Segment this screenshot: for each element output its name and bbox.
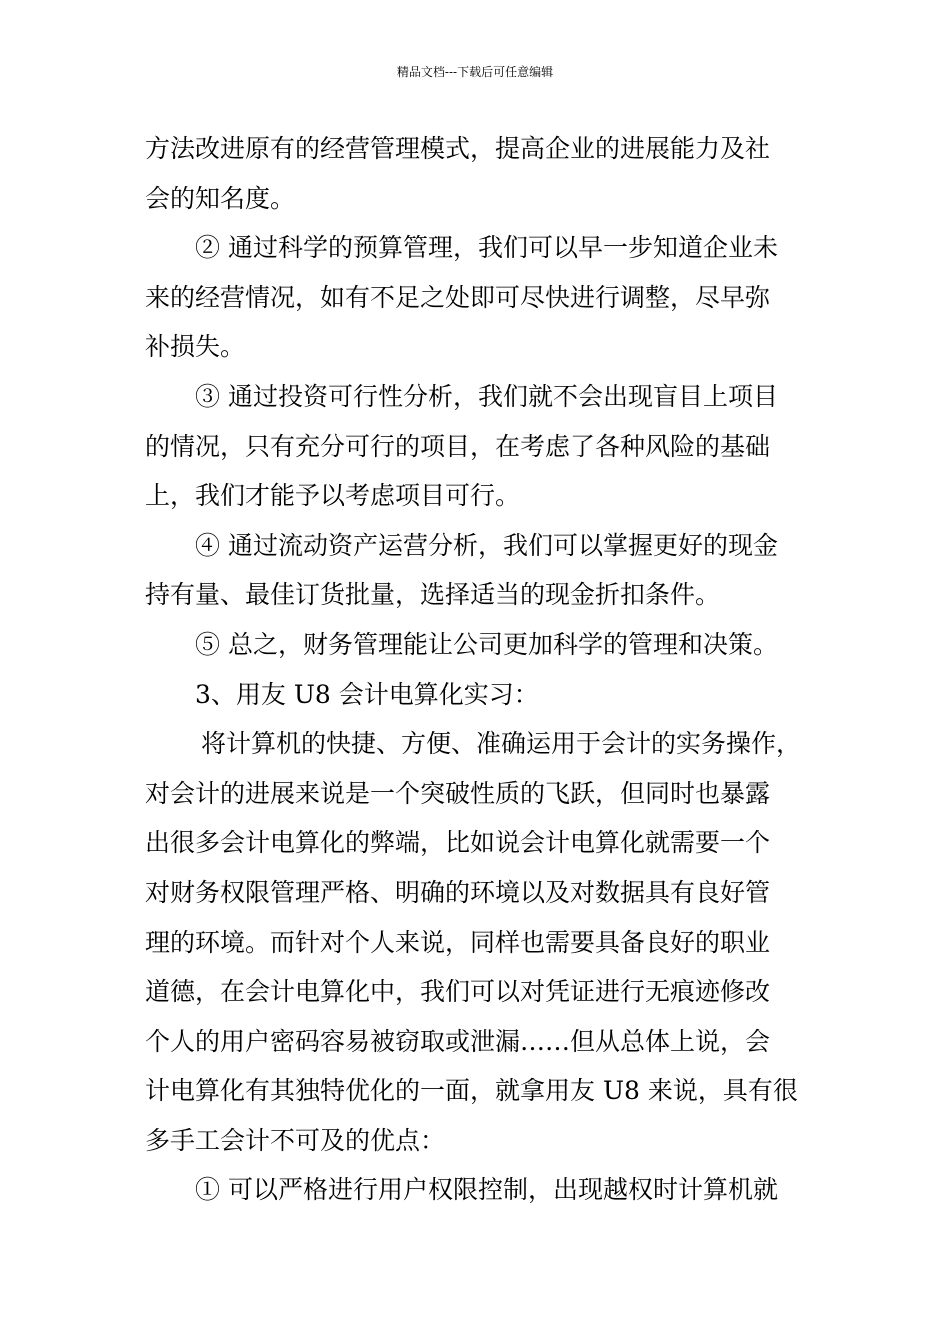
- text-line: 来的经营情况，如有不足之处即可尽快进行调整，尽早弥: [145, 282, 771, 312]
- text-line: 将计算机的快捷、方便、准确运用于会计的实务操作，: [201, 729, 802, 759]
- text-line: 理的环境。而针对个人来说，同样也需要具备良好的职业: [145, 927, 771, 957]
- text-line: 对财务权限管理严格、明确的环境以及对数据具有良好管: [145, 877, 771, 907]
- text-line: 上，我们才能予以考虑项目可行。: [145, 481, 521, 511]
- text-line: 个人的用户密码容易被窃取或泄漏……但从总体上说，会: [145, 1026, 771, 1056]
- text-line: 多手工会计不可及的优点：: [145, 1125, 446, 1155]
- text-line: 的情况，只有充分可行的项目，在考虑了各种风险的基础: [145, 431, 771, 461]
- section-heading: 3、用友 U8 会计电算化实习：: [195, 679, 539, 709]
- text-line: 方法改进原有的经营管理模式，提高企业的进展能力及社: [145, 134, 771, 163]
- text-line: 计电算化有其独特优化的一面，就拿用友 U8 来说，具有很: [145, 1076, 798, 1106]
- text-line: 出很多会计电算化的弊端，比如说会计电算化就需要一个: [145, 828, 771, 858]
- text-line: ⑤ 总之，财务管理能让公司更加科学的管理和决策。: [195, 629, 778, 659]
- text-line: ① 可以严格进行用户权限控制，出现越权时计算机就: [195, 1175, 778, 1205]
- text-line: 道德，在会计电算化中，我们可以对凭证进行无痕迹修改: [145, 977, 771, 1007]
- text-line: ② 通过科学的预算管理，我们可以早一步知道企业未: [195, 233, 778, 263]
- page-header: 精品文档---下载后可任意编辑: [396, 65, 554, 79]
- text-line: ④ 通过流动资产运营分析，我们可以掌握更好的现金: [195, 530, 778, 560]
- text-line: 补损失。: [145, 332, 246, 362]
- text-line: 对会计的进展来说是一个突破性质的飞跃，但同时也暴露: [145, 778, 771, 808]
- text-line: 持有量、最佳订货批量，选择适当的现金折扣条件。: [145, 580, 721, 610]
- body-text: [145, 124, 815, 1215]
- text-line: 会的知名度。: [145, 183, 296, 213]
- text-line: ③ 通过投资可行性分析，我们就不会出现盲目上项目: [195, 381, 778, 411]
